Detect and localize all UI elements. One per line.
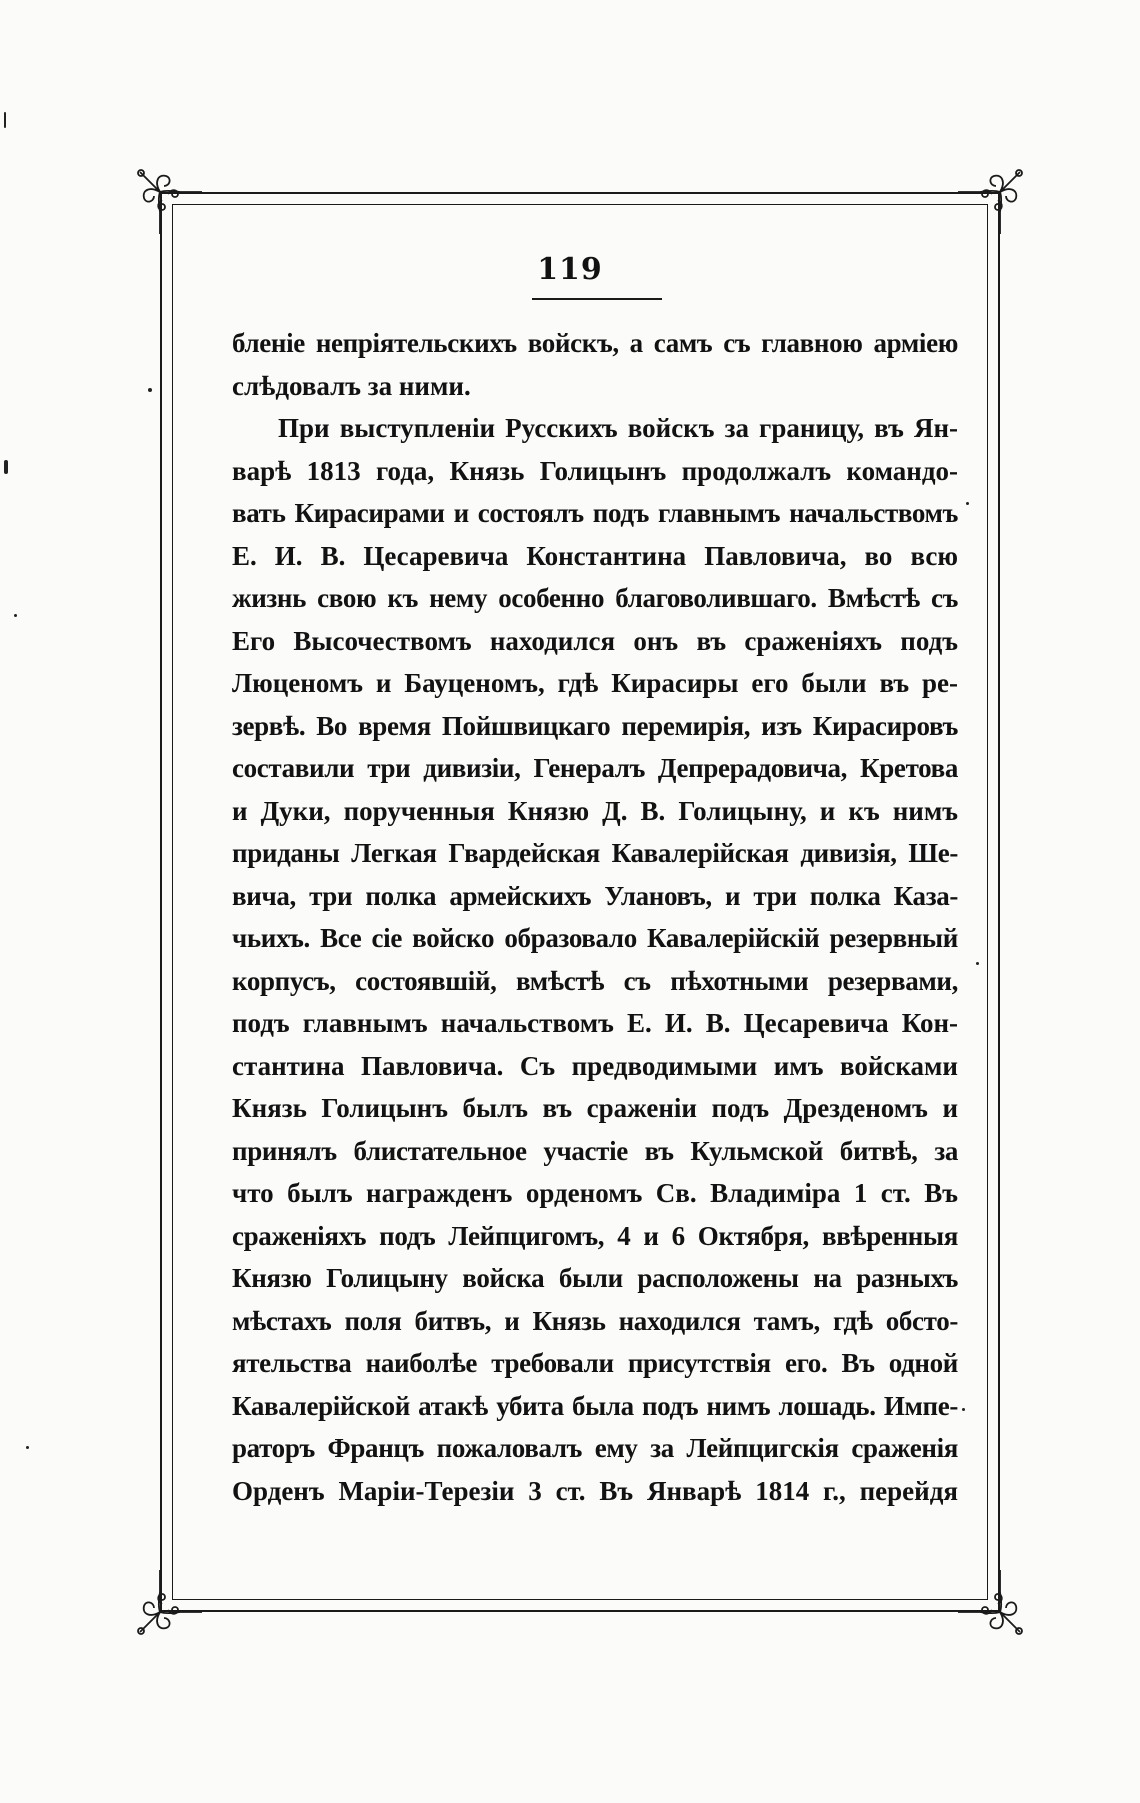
scan-speck — [966, 502, 969, 505]
scan-speck — [976, 962, 979, 965]
text-line: мѣстахъ поля битвъ, и Князь находился тамъ, гдѣ обсто- — [232, 1305, 958, 1336]
text-line: зервѣ. Во время Пойшвицкаго перемирія, изъ Кирасировъ — [232, 710, 958, 741]
text-line: Князю Голицыну войска были расположены на разныхъ — [232, 1263, 958, 1293]
text-line: корпусъ, состоявшій, вмѣстѣ съ пѣхотными резервами, — [232, 965, 958, 996]
text-line: При выступленіи Русскихъ войскъ за границу, въ Ян- — [278, 413, 958, 443]
text-line: Князь Голицынъ былъ въ сраженіи подъ Дрезденомъ и — [232, 1093, 958, 1123]
text-line: вать Кирасирами и состоялъ подъ главнымъ начальствомъ — [232, 498, 958, 528]
text-line: стантина Павловича. Съ предводимыми имъ войсками — [232, 1050, 958, 1081]
scan-speck — [4, 112, 6, 128]
text-line: варѣ 1813 года, Князь Голицынъ продолжалъ командо- — [232, 455, 958, 486]
text-line: Орденъ Маріи-Терезіи 3 ст. Въ Январѣ 1814 г., перейдя — [232, 1475, 958, 1506]
body-text — [232, 322, 958, 1512]
text-line: раторъ Францъ пожаловалъ ему за Лейпцигскія сраженія — [232, 1433, 958, 1463]
text-line: подъ главнымъ начальствомъ Е. И. В. Цесаревича Кон- — [232, 1008, 958, 1038]
scan-speck — [26, 1446, 29, 1449]
text-line: Кавалерійской атакѣ убита была подъ нимъ лошадь. Импе- — [232, 1390, 958, 1421]
text-line: Е. И. В. Цесаревича Константина Павловича, во всю — [232, 540, 958, 571]
fleuron-icon — [132, 1570, 202, 1640]
text-line: вича, три полка армейскихъ Улановъ, и три полка Каза- — [232, 880, 958, 911]
scan-speck — [148, 388, 152, 392]
text-line: бленіе непріятельскихъ войскъ, а самъ съ главною арміею — [232, 328, 958, 358]
text-line: ятельства наиболѣе требовали присутствія его. Въ одной — [232, 1348, 958, 1378]
text-line: и Дуки, порученныя Князю Д. В. Голицыну, и къ нимъ — [232, 795, 958, 826]
fleuron-icon — [958, 1570, 1028, 1640]
scan-speck — [962, 1408, 965, 1411]
text-line: Его Высочествомъ находился онъ въ сраженіяхъ подъ — [232, 625, 958, 656]
text-line: жизнь свою къ нему особенно благоволившаго. Вмѣстѣ съ — [232, 583, 958, 613]
text-line: слѣдовалъ за ними. — [232, 370, 471, 401]
scan-speck — [4, 460, 8, 474]
text-line: приданы Легкая Гвардейская Кавалерійская дивизія, Ше- — [232, 838, 958, 868]
fleuron-icon — [958, 164, 1028, 234]
page-number: 119 — [537, 252, 603, 287]
header-rule — [532, 298, 662, 300]
text-line: Люценомъ и Бауценомъ, гдѣ Кирасиры его были въ ре- — [232, 668, 958, 698]
text-line: что былъ награжденъ орденомъ Св. Владиміра 1 ст. Въ — [232, 1178, 958, 1208]
scan-speck — [14, 614, 17, 617]
text-line: принялъ блистательное участіе въ Кульмской битвѣ, за — [232, 1135, 958, 1166]
text-line: составили три дивизіи, Генералъ Депрерадовича, Кретова — [232, 753, 958, 783]
fleuron-icon — [132, 164, 202, 234]
text-line: сраженіяхъ подъ Лейпцигомъ, 4 и 6 Октября, ввѣренныя — [232, 1220, 958, 1251]
text-line: чьихъ. Все сіе войско образовало Кавалерійскій резервный — [232, 923, 958, 953]
